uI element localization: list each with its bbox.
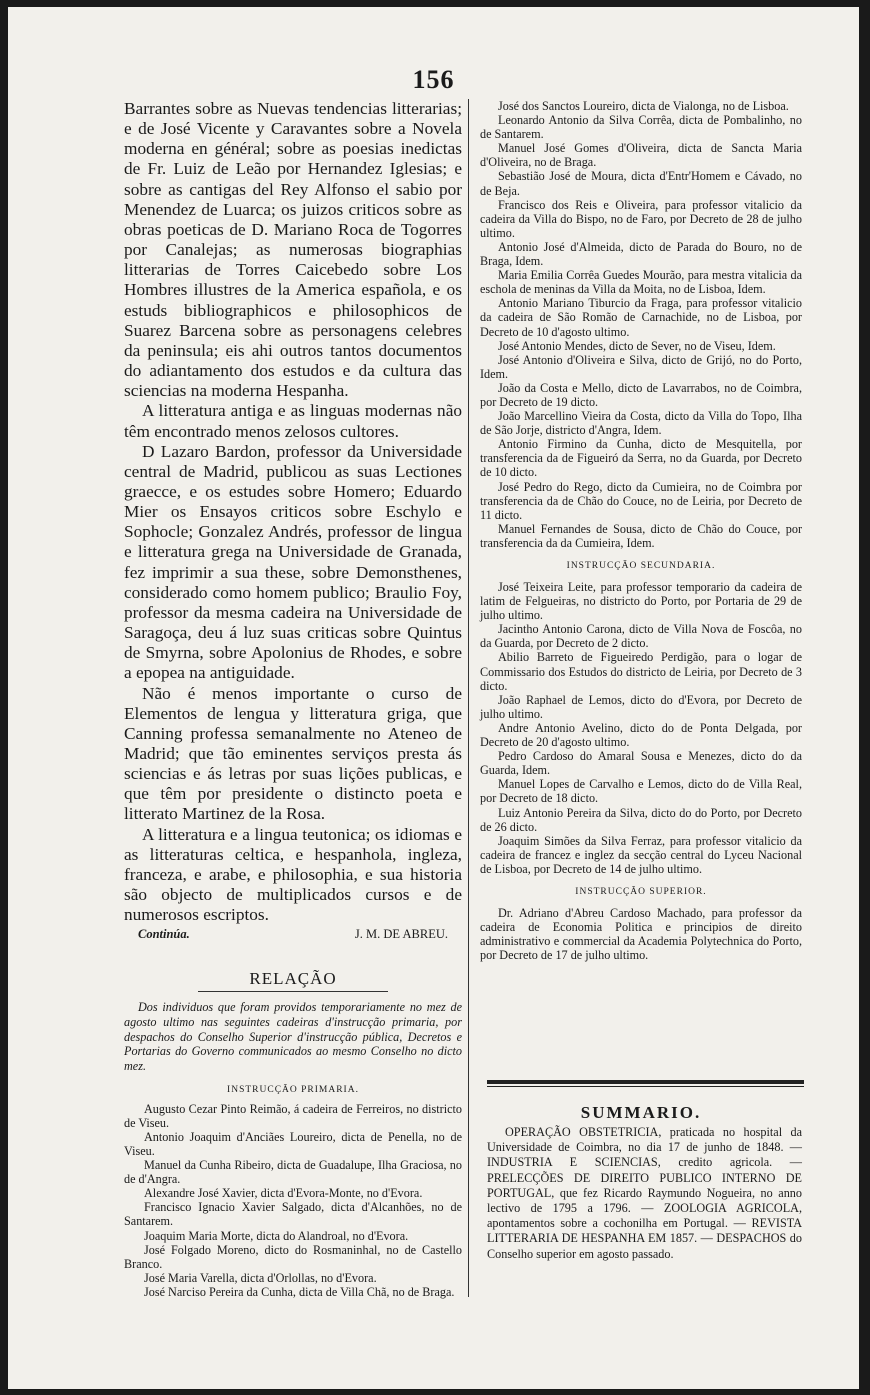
appointment-entry: Francisco Ignacio Xavier Salgado, dicta d'Alcanhões, no de Santarem. bbox=[124, 1200, 462, 1229]
appointment-entry: Jacintho Antonio Carona, dicto de Villa Nova de Foscôa, no da Guarda, por Decreto de 2 dicto. bbox=[480, 622, 802, 651]
appointment-entry: José Folgado Moreno, dicto do Rosmaninhal, no de Castello Branco. bbox=[124, 1242, 462, 1271]
relacao-intro: Dos individuos que foram providos temporariamente no mez de agosto ultimo nas seguintes cadeiras d'instrucção primaria, por despachos do Conselho Superior d'instrucção pública, Decretos e Portarias do Governo communicados ao mesmo Conselho no dicto mez. bbox=[124, 1000, 462, 1074]
appointment-entry: Manuel da Cunha Ribeiro, dicta de Guadalupe, Ilha Graciosa, no de d'Angra. bbox=[124, 1158, 462, 1187]
appointment-entry: Antonio Joaquim d'Anciães Loureiro, dicta de Penella, no de Viseu. bbox=[124, 1129, 462, 1158]
secundaria-heading: INSTRUCÇÃO SECUNDARIA. bbox=[566, 561, 716, 571]
article-paragraph: A litteratura antiga e as linguas modernas não têm encontrado menos zelosos cultores. bbox=[124, 401, 462, 441]
appointment-entry: José Maria Varella, dicta d'Orlollas, no d'Evora. bbox=[144, 1270, 377, 1285]
summary-title: SUMMARIO. bbox=[580, 1103, 702, 1122]
appointment-entry: Alexandre José Xavier, dicta d'Evora-Monte, no d'Evora. bbox=[144, 1186, 423, 1201]
right-column bbox=[480, 99, 802, 962]
appointment-entry: Manuel José Gomes d'Oliveira, dicta de Sancta Maria d'Oliveira, no de Braga. bbox=[480, 141, 802, 170]
author-signature: J. M. DE ABREU. bbox=[354, 927, 448, 942]
appointment-entry: Leonardo Antonio da Silva Corrêa, dicta de Pombalinho, no de Santarem. bbox=[480, 113, 802, 142]
appointment-entry: José Pedro do Rego, dicto da Cumieira, no de Coimbra por transferencia da de Chão do Couce, no de Leiria, por Decreto de 11 dicto. bbox=[480, 479, 802, 522]
article-paragraph: Barrantes sobre as Nuevas tendencias litterarias; e de José Vicente y Caravantes sobre a Novela moderna en général; sobre as poesias inedictas de Fr. Luiz de Leão por Hernandez Iglesias; e sobre as cantigas del Rey Alfonso el sabio por Menendez de Luarca; os juizos criticos sobre as obras poeticas de D. Mariano Roca de Togorres por Canalejas; as numerosas biographias litterarias de Torres Caicebedo sobre Los Hombres illustres de la America española, e os estuds bibliographicos e philosophicos de Suarez Barcena sobre as personagens celebres da peninsula; eis ahi outros tantos documentos do adiantamento dos estudos e da cultura das sciencias na moderna Hespanha. bbox=[124, 99, 462, 401]
appointment-entry: José Antonio Mendes, dicto de Sever, no de Viseu, Idem. bbox=[498, 338, 776, 353]
appointment-entry: Antonio José d'Almeida, dicto de Parada do Bouro, no de Braga, Idem. bbox=[480, 239, 802, 269]
appointment-entry: Andre Antonio Avelino, dicto do de Ponta Delgada, por Decreto de 20 d'agosto ultimo. bbox=[480, 720, 802, 750]
appointment-entry: Dr. Adriano d'Abreu Cardoso Machado, para professor da cadeira de Economia Politica e principios de direito administrativo e commercial da Academia Polytechnica do Porto, por Decreto de 17 de julho ultimo. bbox=[480, 905, 802, 963]
page-number: 156 bbox=[412, 65, 455, 94]
appointment-entry: Antonio Mariano Tiburcio da Fraga, para professor vitalicio da cadeira de São Romão de Carnachide, no de Lisboa, por Decreto de 10 d'agosto ultimo. bbox=[480, 296, 802, 339]
column-divider bbox=[468, 99, 469, 1297]
newspaper-page bbox=[8, 7, 859, 1389]
appointment-entry: João da Costa e Mello, dicto de Lavarrabos, no de Coimbra, por Decreto de 19 dicto. bbox=[480, 380, 802, 409]
appointment-entry: Sebastião José de Moura, dicta d'Entr'Homem e Cávado, no de Beja. bbox=[480, 169, 802, 198]
continua-label: Continúa. bbox=[138, 927, 190, 942]
article-paragraph: Não é menos importante o curso de Elementos de lengua y litteratura griga, que Canning professa semanalmente no Ateneo de Madrid; que tão eminentes serviços presta ás sciencias e ás letras por suas lições publicas, e que têm por presidente o distincto poeta e litterato Martinez de la Rosa. bbox=[124, 683, 462, 824]
appointment-entry: Maria Emilia Corrêa Guedes Mourão, para mestra vitalicia da eschola de meninas da Villa da Moita, no de Lisboa, Idem. bbox=[480, 268, 802, 297]
appointment-entry: Luiz Antonio Pereira da Silva, dicto do do Porto, por Decreto de 26 dicto. bbox=[480, 805, 802, 834]
relacao-heading: RELAÇÃO bbox=[249, 969, 337, 989]
appointment-entry: Joaquim Simões da Silva Ferraz, para professor vitalicio da cadeira de francez e inglez da secção central do Lyceu Nacional de Lisboa, por Decreto de 14 de julho ultimo. bbox=[480, 833, 802, 876]
article-paragraph: A litteratura e a lingua teutonica; os idiomas e as litteraturas celtica, e hespanhola, ingleza, franceza, e arabe, e philosophia, e sua historia são objecto de multiplicados cursos e de numerosos escriptos. bbox=[124, 824, 462, 925]
appointment-entry: Augusto Cezar Pinto Reimão, á cadeira de Ferreiros, no districto de Viseu. bbox=[124, 1101, 462, 1130]
appointment-entry: Manuel Lopes de Carvalho e Lemos, dicto do de Villa Real, por Decreto de 18 dicto. bbox=[480, 777, 802, 806]
signature-line bbox=[124, 925, 462, 943]
appointment-entry: Pedro Cardoso do Amaral Sousa e Menezes, dicto do da Guarda, Idem. bbox=[480, 749, 802, 778]
appointment-entry: João Raphael de Lemos, dicto do d'Evora, por Decreto de julho ultimo. bbox=[480, 692, 802, 721]
left-column bbox=[124, 99, 462, 1299]
summary-rule-thin bbox=[487, 1086, 804, 1087]
appointment-entry: Antonio Firmino da Cunha, dicto de Mesquitella, por transferencia da de Figueiró da Serra, no da Guarda, por Decreto de 10 dicto. bbox=[480, 437, 802, 480]
summary-text: OPERAÇÃO OBSTETRICIA, praticada no hospital da Universidade de Coimbra, no dia 17 de junho de 1848. — INDUSTRIA E SCIENCIAS, credito agricola. — PRELECÇÕES DE DIREITO PUBLICO INTERNO DE PORTUGAL, que fez Ricardo Raymundo Nogueira, no anno lectivo de 1795 a 1796. — ZOOLOGIA AGRICOLA, apontamentos sobre a cochonilha em Portugal. — REVISTA LITTERARIA DE HESPANHA EM 1857. — DESPACHOS do Conselho superior em agosto passado. bbox=[487, 1125, 802, 1261]
appointment-entry: José Antonio d'Oliveira e Silva, dicto de Grijó, no do Porto, Idem. bbox=[480, 352, 802, 381]
primaria-heading: INSTRUCÇÃO PRIMARIA. bbox=[227, 1084, 359, 1095]
appointment-entry: Francisco dos Reis e Oliveira, para professor vitalicio da cadeira da Villa do Bispo, no de Faro, por Decreto de 28 de julho ultimo. bbox=[480, 197, 802, 240]
appointment-entry: José Teixeira Leite, para professor temporario da cadeira de latim de Felgueiras, no districto do Porto, por Portaria de 29 de julho ultimo. bbox=[480, 580, 802, 623]
appointment-entry: Joaquim Maria Morte, dicta do Alandroal, no d'Evora. bbox=[144, 1228, 409, 1243]
appointment-entry: José dos Sanctos Loureiro, dicta de Vialonga, no de Lisboa. bbox=[498, 99, 789, 113]
appointment-entry: João Marcellino Vieira da Costa, dicto da Villa do Topo, Ilha de São Jorje, districto d'Angra, Idem. bbox=[480, 409, 802, 438]
superior-heading: INSTRUCÇÃO SUPERIOR. bbox=[575, 886, 707, 897]
appointment-entry: José Narciso Pereira da Cunha, dicta de Villa Chã, no de Braga. bbox=[144, 1284, 455, 1299]
summary-rule-thick bbox=[487, 1080, 804, 1084]
article-paragraph: D Lazaro Bardon, professor da Universidade central de Madrid, publicou as suas Lectiones graecce, e os estudes sobre Homero; Eduardo Mier os Ensayos criticos sobre Eschylo e Sophocle; Gonzalez Andrés, professor de lingua e litteratura grega na Universidade de Granada, fez imprimir a sua these, sobre Demonsthenes, considerado como homem publico; Braulio Foy, professor da mesma cadeira na Universidade de Saragoça, deu á luz suas criticas sobre Quintus de Smyrna, sobre Apolonius de Rhodes, e sobre a epopea na antiguidade. bbox=[124, 441, 462, 683]
heading-rule bbox=[198, 991, 388, 992]
appointment-entry: Abilio Barreto de Figueiredo Perdigão, para o logar de Commissario dos Estudos do districto de Leiria, por Decreto de 3 dicto. bbox=[480, 650, 802, 693]
appointment-entry: Manuel Fernandes de Sousa, dicto de Chão do Couce, por transferencia da da Cumieira, Idem. bbox=[480, 521, 802, 550]
